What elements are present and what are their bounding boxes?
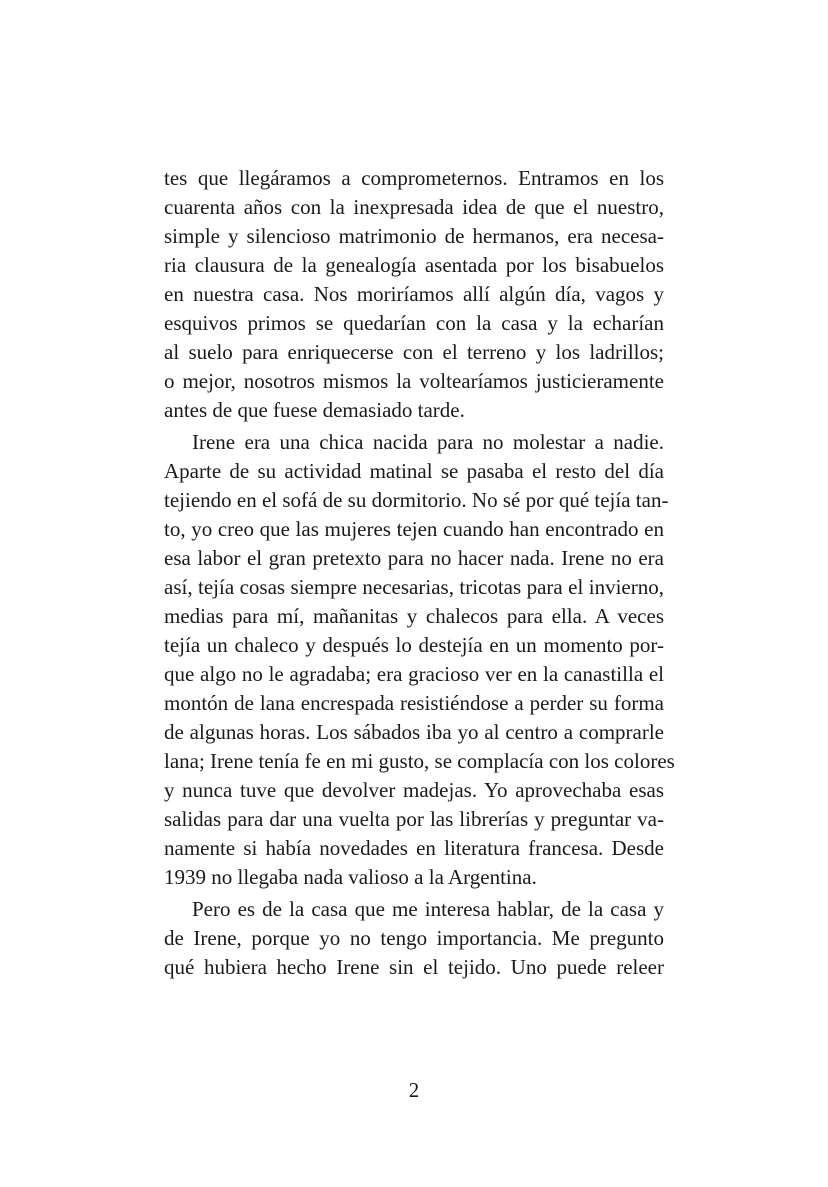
text-line: y nunca tuve que devolver madejas. Yo aprovechaba esas (164, 778, 664, 802)
text-line: de Irene, porque yo no tengo importancia. Me pregunto (164, 926, 664, 950)
text-line: esquivos primos se quedarían con la casa y la echarían (164, 311, 664, 335)
text-line: lana; Irene tenía fe en mi gusto, se complacía con los colores (164, 749, 675, 773)
text-line: que algo no le agradaba; era gracioso ver en la canastilla el (164, 662, 664, 686)
text-line: de algunas horas. Los sábados iba yo al centro a comprarle (164, 720, 664, 744)
text-line: ria clausura de la genealogía asentada por los bisabuelos (164, 253, 664, 277)
text-line: o mejor, nosotros mismos la voltearíamos justicieramente (164, 369, 664, 393)
text-line: 1939 no llegaba nada valioso a la Argentina. (164, 865, 537, 889)
text-line: simple y silencioso matrimonio de hermanos, era necesa- (164, 224, 664, 248)
text-line: Aparte de su actividad matinal se pasaba el resto del día (164, 459, 664, 483)
text-line: Pero es de la casa que me interesa hablar, de la casa y (192, 897, 664, 921)
text-line: tejiendo en el sofá de su dormitorio. No sé por qué tejía tan- (164, 488, 669, 512)
page-number: 2 (408, 1078, 420, 1102)
text-line: to, yo creo que las mujeres tejen cuando han encontrado en (164, 517, 664, 541)
text-line: namente si había novedades en literatura francesa. Desde (164, 836, 664, 860)
text-line: medias para mí, mañanitas y chalecos para ella. A veces (164, 604, 664, 628)
text-line: montón de lana encrespada resistiéndose a perder su forma (164, 691, 664, 715)
text-line: salidas para dar una vuelta por las librerías y preguntar va- (164, 807, 664, 831)
paragraph-1 (164, 164, 664, 425)
text-line: tejía un chaleco y después lo destejía en un momento por- (164, 633, 664, 657)
text-line: esa labor el gran pretexto para no hacer nada. Irene no era (164, 546, 664, 570)
text-line: cuarenta años con la inexpresada idea de que el nuestro, (164, 195, 664, 219)
text-line: al suelo para enriquecerse con el terreno y los ladrillos; (164, 340, 664, 364)
paragraph-2 (164, 428, 675, 892)
text-line: antes de que fuese demasiado tarde. (164, 398, 465, 422)
text-line: Irene era una chica nacida para no molestar a nadie. (192, 430, 664, 454)
body-text (164, 164, 675, 985)
paragraph-3 (164, 895, 664, 982)
text-line: qué hubiera hecho Irene sin el tejido. Uno puede releer (164, 955, 664, 979)
text-line: en nuestra casa. Nos moriríamos allí algún día, vagos y (164, 282, 664, 306)
text-line: así, tejía cosas siempre necesarias, tricotas para el invierno, (164, 575, 664, 599)
text-line: tes que llegáramos a comprometernos. Entramos en los (164, 166, 664, 190)
